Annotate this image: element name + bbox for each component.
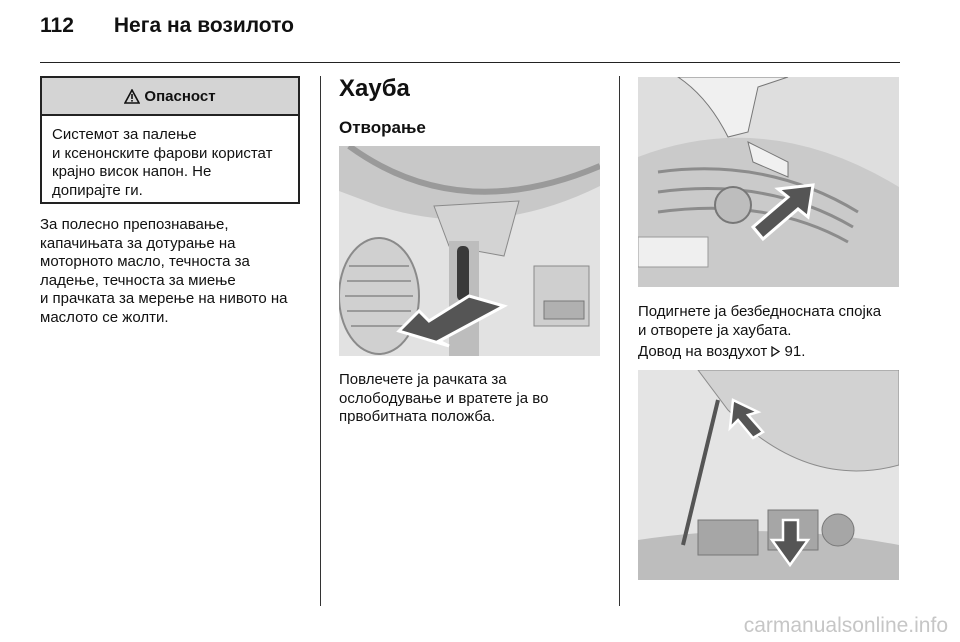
safety-catch-illustration: [638, 77, 899, 287]
body-text-right-2: [638, 343, 913, 362]
page-reference[interactable]: 91.: [784, 343, 806, 360]
warning-box: [40, 76, 300, 204]
warning-title: Опасност: [144, 87, 216, 105]
cross-reference-icon: [771, 346, 780, 357]
column-divider: [320, 76, 321, 606]
page-header: [40, 14, 294, 38]
body-text-right-1: Подигнете ја безбедносната спојка и отворете ја хаубата.: [638, 303, 882, 339]
section-title: Хауба: [339, 75, 410, 102]
warning-triangle-icon: [124, 89, 140, 104]
page-number: 112: [40, 14, 74, 37]
release-lever-illustration: [339, 146, 600, 356]
body-text-middle: Повлечете ја рачката за ослободување и вратете ја во првобитната положба.: [339, 371, 549, 425]
column-divider: [619, 76, 620, 606]
air-intake-text: Довод на воздухот: [638, 343, 772, 360]
body-text-left: За полесно препознавање, капачињата за дотурање на моторното масло, течноста за ладење, течноста за миење и прачката за мерење на нивото на маслото се жолти.: [40, 216, 288, 326]
watermark: carmanualsonline.info: [743, 614, 948, 637]
hood-stay-illustration: [638, 370, 899, 580]
section-subtitle: Отворање: [339, 118, 426, 137]
chapter-title: Нега на возилото: [113, 14, 294, 37]
warning-text: Системот за палење и ксенонските фарови користат крајно висок напон. Не допирајте ги.: [52, 126, 273, 199]
warning-header: [42, 78, 298, 116]
header-rule: [40, 62, 900, 63]
